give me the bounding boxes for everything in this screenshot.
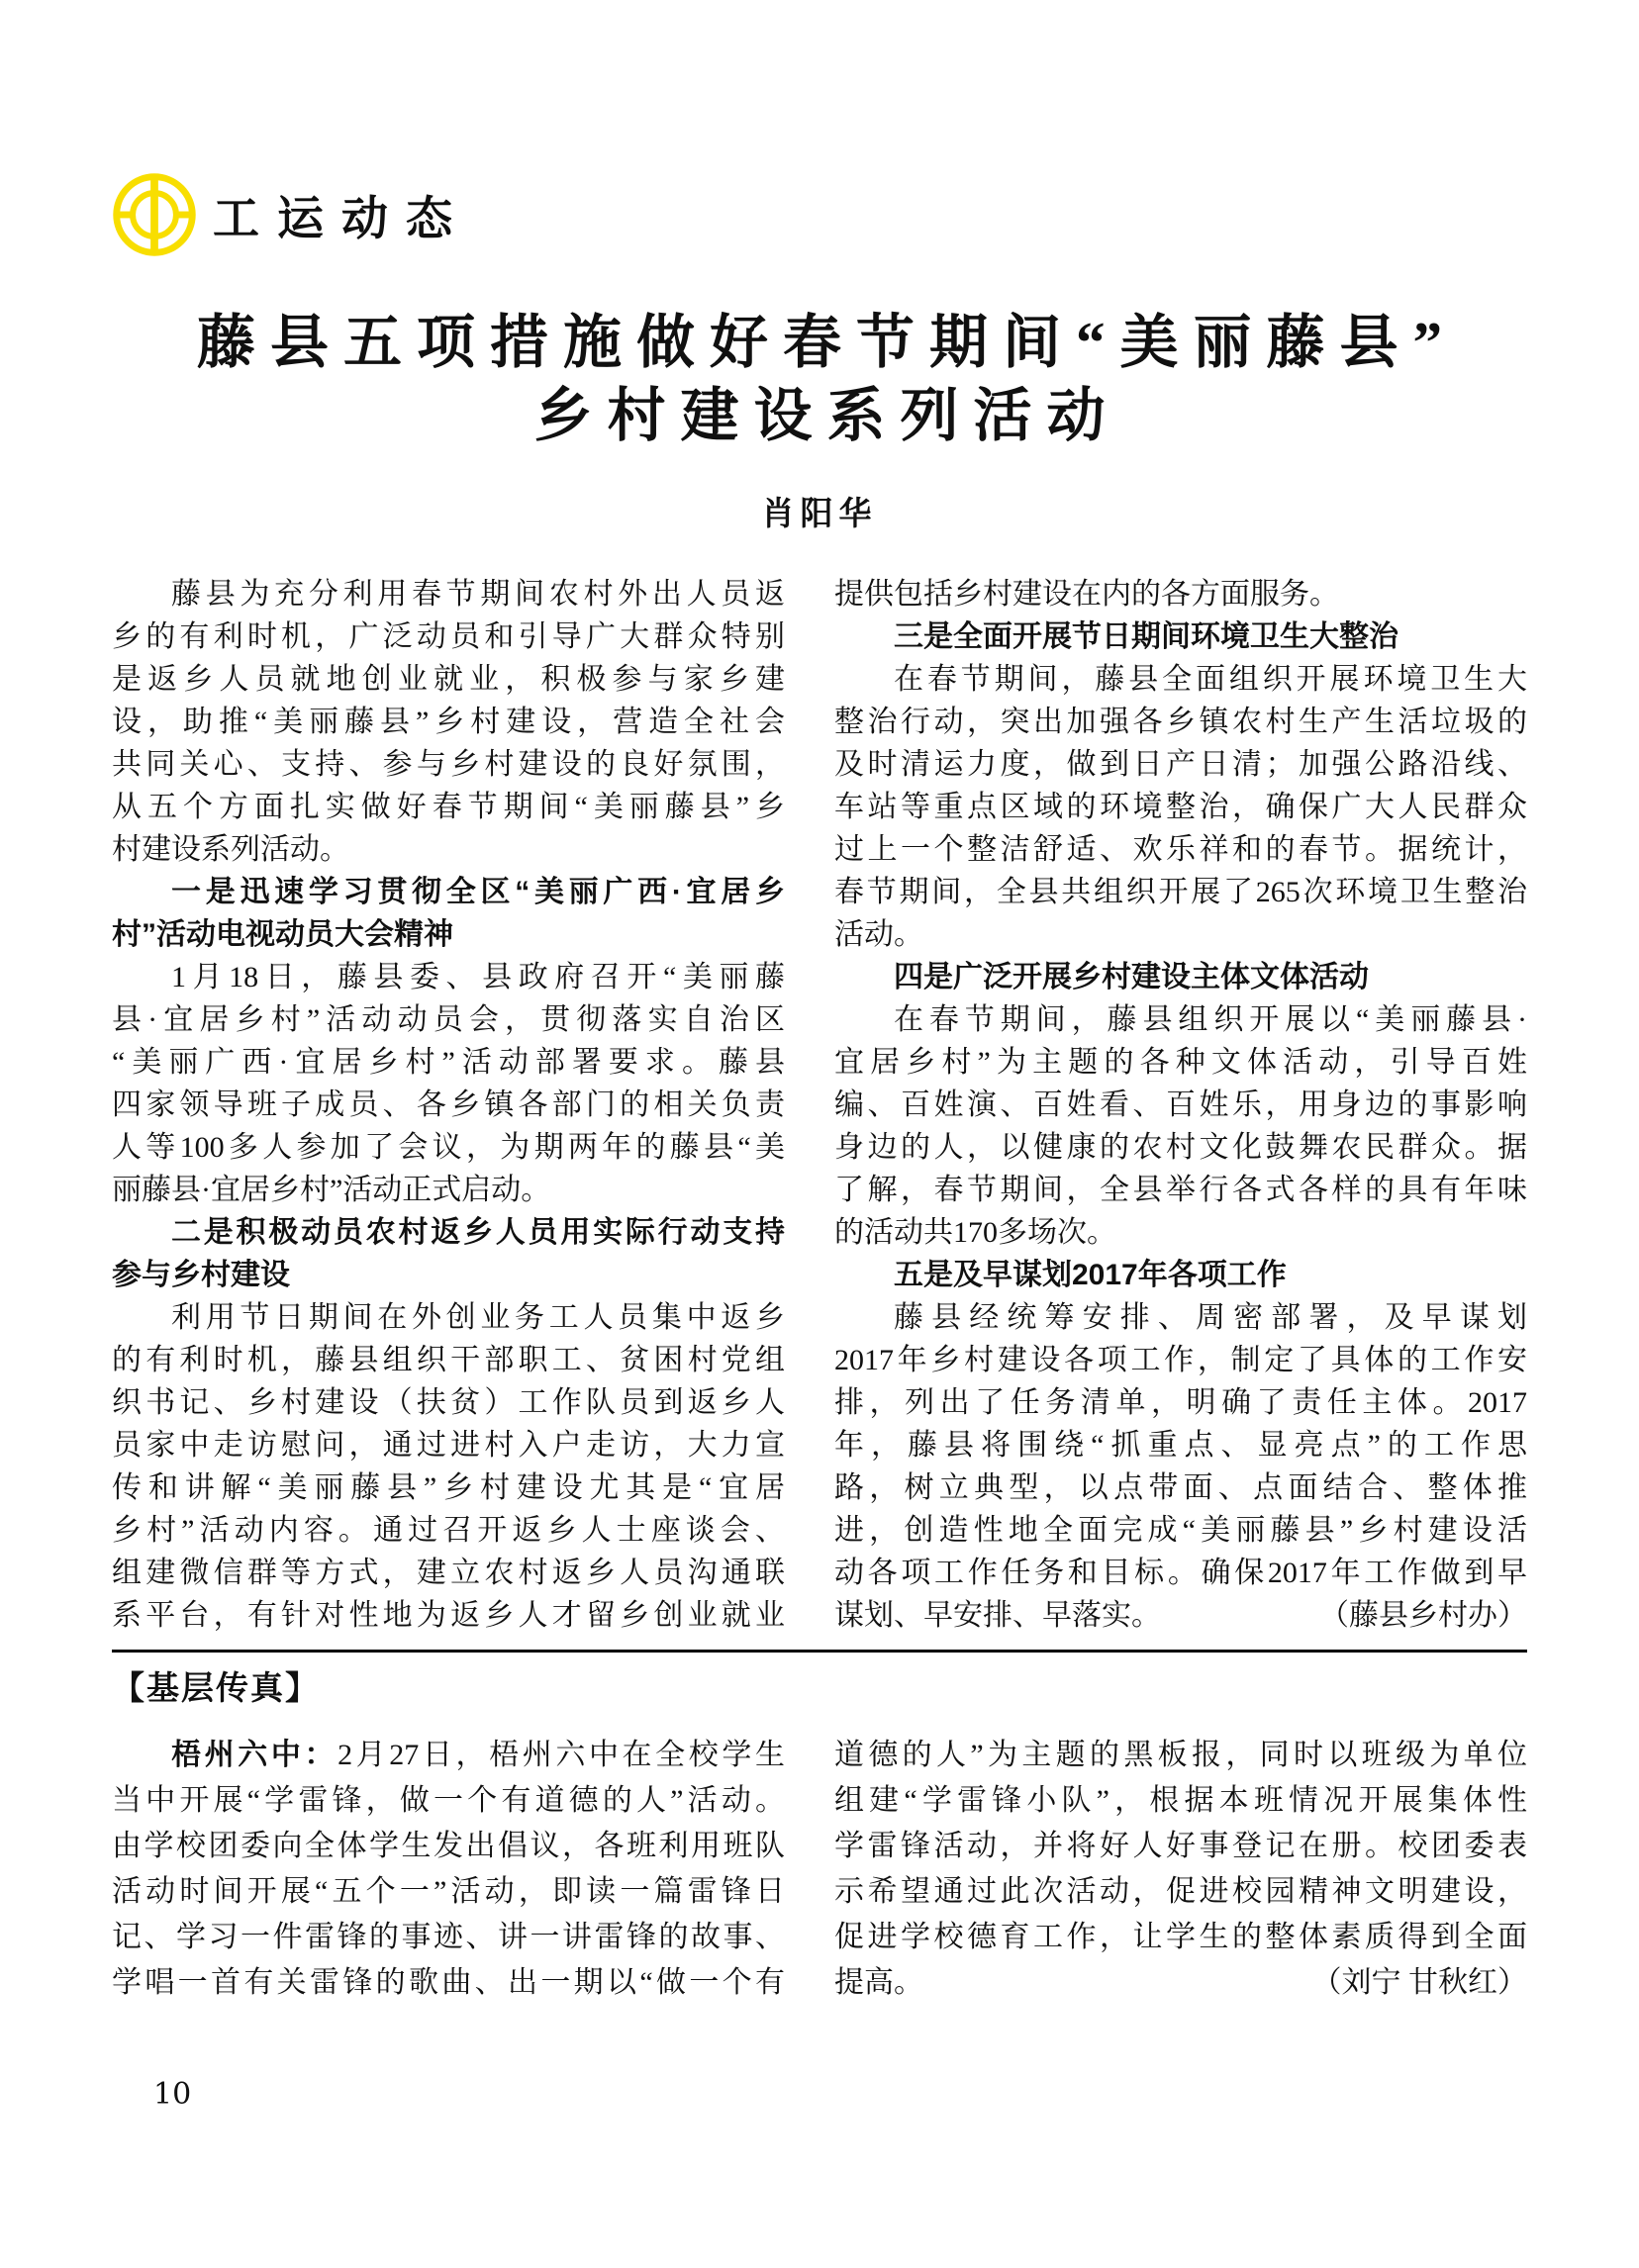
masthead-title: 工运动态 [213, 191, 470, 244]
text-line: 村建设系列活动。 [112, 833, 349, 866]
text-line: 组建“学雷锋小队”，根据本班情况开展集体性 [834, 1784, 1527, 1817]
section2-column-right [834, 1733, 1527, 2006]
text-line: 参与乡村建设 [112, 1259, 290, 1291]
text-line: 四家领导班子成员、各乡镇各部门的相关负责 [112, 1088, 785, 1121]
text-line: 的活动共170多场次。 [834, 1216, 1116, 1249]
text-line: 当中开展“学雷锋，做一个有道德的人”活动。 [112, 1784, 785, 1817]
byline: （藤县乡村办） [1319, 1599, 1527, 1632]
text-line: 利用节日期间在外创业务工人员集中返乡 [171, 1301, 785, 1334]
line-text: 谋划、早安排、早落实。 [834, 1599, 1161, 1632]
text-line: 丽藤县·宜居乡村”活动正式启动。 [112, 1174, 551, 1206]
text-line: 了解，春节期间，全县举行各式各样的具有年味 [834, 1174, 1527, 1206]
text-line: 一是迅速学习贯彻全区“美丽广西·宜居乡 [171, 876, 785, 908]
text-line: 编、百姓演、百姓看、百姓乐，用身边的事影响 [834, 1088, 1527, 1121]
text-line: 系平台，有针对性地为返乡人才留乡创业就业 [112, 1599, 785, 1632]
masthead [112, 171, 1527, 258]
text-line: 五是及早谋划2017年各项工作 [894, 1259, 1287, 1291]
section-divider [112, 1650, 1527, 1653]
article-column-right [834, 573, 1527, 1637]
text-line: 提供包括乡村建设在内的各方面服务。 [834, 578, 1339, 611]
section2-body [112, 1733, 1527, 2006]
text-line: 排，列出了任务清单，明确了责任主体。2017 [834, 1386, 1527, 1419]
article-author: 肖阳华 [761, 495, 878, 531]
text-line: 县·宜居乡村”活动动员会，贯彻落实自治区 [112, 1003, 785, 1036]
text-line: 的有利时机，藤县组织干部职工、贫困村党组 [112, 1344, 785, 1376]
text-line: 传和讲解“美丽藤县”乡村建设尤其是“宜居 [112, 1471, 785, 1504]
text-line: 乡村”活动内容。通过召开返乡人士座谈会、 [112, 1514, 785, 1547]
text-line: 动各项工作任务和目标。确保2017年工作做到早 [834, 1557, 1527, 1589]
text-line: 村”活动电视动员大会精神 [112, 918, 453, 951]
text-line: 记、学习一件雷锋的事迹、讲一讲雷锋的故事、 [112, 1921, 785, 1953]
text-line: 活动。 [834, 918, 923, 951]
text-line: 整治行动，突出加强各乡镇农村生产生活垃圾的 [834, 706, 1527, 738]
text-line: 由学校团委向全体学生发出倡议，各班利用班队 [112, 1830, 785, 1862]
line-text: 提高。 [834, 1966, 923, 1999]
text-line: 织书记、乡村建设（扶贫）工作队员到返乡人 [112, 1386, 785, 1419]
text-line: 进，创造性地全面完成“美丽藤县”乡村建设活 [834, 1514, 1527, 1547]
article-title-line1: 藤县五项措施做好春节期间“美丽藤县” [196, 310, 1457, 375]
text-line: 三是全面开展节日期间环境卫生大整治 [894, 620, 1398, 653]
text-line: 身边的人，以健康的农村文化鼓舞农民群众。据 [834, 1131, 1527, 1164]
run-in-heading: 梧州六中： [171, 1739, 338, 1771]
text-line: 2017年乡村建设各项工作，制定了具体的工作安 [834, 1344, 1527, 1376]
text-line: 春节期间，全县共组织开展了265次环境卫生整治 [834, 876, 1527, 908]
text-line: 从五个方面扎实做好春节期间“美丽藤县”乡 [112, 791, 785, 823]
page-number: 10 [153, 2077, 192, 2112]
text-line: 藤县经统筹安排、周密部署，及早谋划 [894, 1301, 1527, 1334]
text-line: 学唱一首有关雷锋的歌曲、出一期以“做一个有 [112, 1966, 785, 1999]
trade-union-logo-icon [112, 172, 197, 257]
text-line: 过上一个整洁舒适、欢乐祥和的春节。据统计， [834, 833, 1527, 866]
text-line: 及时清运力度，做到日产日清；加强公路沿线、 [834, 748, 1527, 781]
text-line: 是返乡人员就地创业就业，积极参与家乡建 [112, 663, 785, 696]
text-line: 组建微信群等方式，建立农村返乡人员沟通联 [112, 1557, 785, 1589]
text-line: 1月18日，藤县委、县政府召开“美丽藤 [171, 961, 785, 993]
text-line: 促进学校德育工作，让学生的整体素质得到全面 [834, 1921, 1527, 1953]
text-line: 人等100多人参加了会议，为期两年的藤县“美 [112, 1131, 785, 1164]
text-line: 共同关心、支持、参与乡村建设的良好氛围， [112, 748, 785, 781]
text-line: 在春节期间，藤县全面组织开展环境卫生大 [894, 663, 1527, 696]
article-body [112, 573, 1527, 1637]
byline: （刘宁 甘秋红） [1311, 1966, 1527, 1999]
text-line: 学雷锋活动，并将好人好事登记在册。校团委表 [834, 1830, 1527, 1862]
text-line: 道德的人”为主题的黑板报，同时以班级为单位 [834, 1739, 1527, 1771]
text-line: 路，树立典型，以点带面、点面结合、整体推 [834, 1471, 1527, 1504]
text-line: 活动时间开展“五个一”活动，即读一篇雷锋日 [112, 1875, 785, 1908]
article-title [112, 306, 1527, 452]
text-line [834, 1594, 1527, 1637]
text-line: 车站等重点区域的环境整治，确保广大人民群众 [834, 791, 1527, 823]
text-line: 在春节期间，藤县组织开展以“美丽藤县· [894, 1003, 1527, 1036]
text-line: 四是广泛开展乡村建设主体文体活动 [894, 961, 1369, 993]
text-line: 员家中走访慰问，通过进村入户走访，大力宣 [112, 1429, 785, 1462]
text-line: 设，助推“美丽藤县”乡村建设，营造全社会 [112, 706, 785, 738]
text-line [834, 1960, 1527, 2006]
text-line: 梧州六中：2月27日，梧州六中在全校学生 [171, 1739, 786, 1771]
text-line: 宜居乡村”为主题的各种文体活动，引导百姓 [834, 1046, 1527, 1079]
text-line: 二是积极动员农村返乡人员用实际行动支持 [171, 1216, 785, 1249]
section-header: 【基层传真】 [112, 1671, 320, 1707]
article-title-line2: 乡村建设系列活动 [533, 383, 1120, 448]
text-line: 年，藤县将围绕“抓重点、显亮点”的工作思 [834, 1429, 1527, 1462]
text-line: 藤县为充分利用春节期间农村外出人员返 [171, 578, 785, 611]
section2-column-left [112, 1733, 785, 2006]
article-column-left [112, 573, 785, 1637]
text-line: “美丽广西·宜居乡村”活动部署要求。藤县 [112, 1046, 785, 1079]
text-line: 示希望通过此次活动，促进校园精神文明建设， [834, 1875, 1527, 1908]
text-line: 乡的有利时机，广泛动员和引导广大群众特别 [112, 620, 785, 653]
